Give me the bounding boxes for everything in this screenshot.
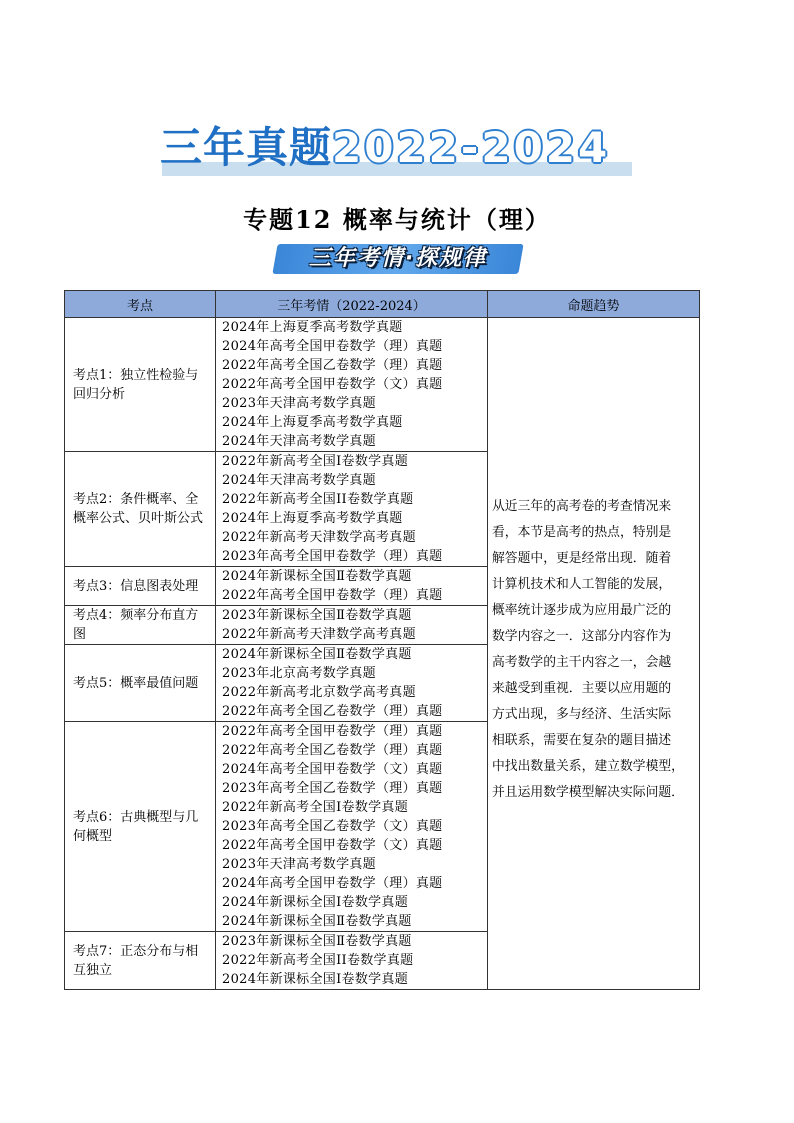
exam-item: 2023年高考全国乙卷数学（理）真题 xyxy=(222,781,443,796)
trend-line: 中找出数量关系，建立数学模型， xyxy=(492,759,684,774)
exam-item: 2024年新课标全国Ⅱ卷数学真题 xyxy=(222,647,412,662)
topic-cell: 考点5：概率最值问题 xyxy=(65,645,216,722)
table-row xyxy=(65,318,700,452)
exam-item: 2023年北京高考数学真题 xyxy=(222,666,376,681)
exam-item: 2022年新高考天津数学高考真题 xyxy=(222,627,416,642)
title-banner xyxy=(160,122,636,176)
exam-item: 2023年新课标全国Ⅱ卷数学真题 xyxy=(222,608,412,623)
topic-title: 专题12 概率与统计（理） xyxy=(243,205,551,234)
trend-line: 看，本节是高考的热点，特别是 xyxy=(492,525,672,540)
header-exams: 三年考情（2022-2024） xyxy=(216,291,488,318)
topic-cell: 考点3：信息图表处理 xyxy=(65,567,216,606)
exam-item: 2024年新课标全国Ⅱ卷数学真题 xyxy=(222,569,412,584)
exam-item: 2024年新课标全国Ⅰ卷数学真题 xyxy=(222,895,409,910)
exam-item: 2022年高考全国乙卷数学（理）真题 xyxy=(222,358,443,373)
banner-title-years: 2022-2024 xyxy=(332,123,611,172)
trend-line: 解答题中，更是经常出现．随着 xyxy=(492,551,672,566)
trend-line: 并且运用数学模型解决实际问题． xyxy=(492,785,684,800)
trend-line: 计算机技术和人工智能的发展， xyxy=(492,577,672,592)
exam-item: 2022年高考全国甲卷数学（理）真题 xyxy=(222,588,443,603)
exam-item: 2023年天津高考数学真题 xyxy=(222,396,376,411)
table-header-row xyxy=(65,291,700,318)
exam-item: 2024年天津高考数学真题 xyxy=(222,434,376,449)
trend-line: 高考数学的主干内容之一，会越 xyxy=(492,655,672,670)
topic-cell: 考点7：正态分布与相互独立 xyxy=(65,932,216,990)
exams-cell xyxy=(216,567,488,606)
exam-item: 2024年高考全国甲卷数学（理）真题 xyxy=(222,339,443,354)
section-badge: 三年考情·探规律 xyxy=(308,246,488,271)
topic-cell: 考点1：独立性检验与回归分析 xyxy=(65,318,216,452)
exam-item: 2024年高考全国甲卷数学（文）真题 xyxy=(222,762,443,777)
exam-item: 2022年新高考全国II卷数学真题 xyxy=(222,953,414,968)
exam-item: 2022年高考全国乙卷数学（理）真题 xyxy=(222,704,443,719)
exams-cell xyxy=(216,722,488,932)
exam-item: 2022年高考全国甲卷数学（理）真题 xyxy=(222,724,443,739)
exam-item: 2022年新高考北京数学高考真题 xyxy=(222,685,416,700)
exam-item: 2022年新高考全国I卷数学真题 xyxy=(222,454,409,469)
exam-item: 2024年天津高考数学真题 xyxy=(222,473,376,488)
exam-item: 2023年高考全国乙卷数学（文）真题 xyxy=(222,819,443,834)
exam-item: 2022年新高考全国II卷数学真题 xyxy=(222,492,414,507)
topic-cell: 考点2：条件概率、全概率公式、贝叶斯公式 xyxy=(65,452,216,567)
exam-item: 2022年新高考全国I卷数学真题 xyxy=(222,800,409,815)
exams-cell xyxy=(216,452,488,567)
exams-cell xyxy=(216,318,488,452)
trend-line: 方式出现，多与经济、生活实际 xyxy=(492,707,672,722)
header-topic: 考点 xyxy=(65,291,216,318)
trend-line: 来越受到重视．主要以应用题的 xyxy=(492,681,672,696)
banner-title xyxy=(160,122,610,174)
exam-item: 2024年新课标全国Ⅱ卷数学真题 xyxy=(222,914,412,929)
exams-cell xyxy=(216,645,488,722)
exam-item: 2024年上海夏季高考数学真题 xyxy=(222,415,403,430)
topic-cell: 考点6：古典概型与几何概型 xyxy=(65,722,216,932)
banner-title-chinese: 三年真题 xyxy=(160,123,333,172)
exam-item: 2024年上海夏季高考数学真题 xyxy=(222,320,403,335)
trend-cell xyxy=(488,318,700,990)
exams-cell xyxy=(216,932,488,990)
exam-item: 2022年新高考天津数学高考真题 xyxy=(222,530,416,545)
exam-item: 2022年高考全国甲卷数学（文）真题 xyxy=(222,377,443,392)
exam-item: 2022年高考全国乙卷数学（理）真题 xyxy=(222,743,443,758)
exam-item: 2022年高考全国甲卷数学（文）真题 xyxy=(222,838,443,853)
topic-cell: 考点4：频率分布直方图 xyxy=(65,606,216,645)
trend-line: 从近三年的高考卷的考查情况来 xyxy=(492,499,672,514)
exam-item: 2023年天津高考数学真题 xyxy=(222,857,376,872)
trend-line: 数学内容之一．这部分内容作为 xyxy=(492,629,672,644)
header-trend: 命题趋势 xyxy=(488,291,700,318)
exam-item: 2023年高考全国甲卷数学（理）真题 xyxy=(222,549,443,564)
exam-item: 2024年高考全国甲卷数学（理）真题 xyxy=(222,876,443,891)
exam-item: 2024年新课标全国Ⅰ卷数学真题 xyxy=(222,972,409,987)
trend-line: 概率统计逐步成为应用最广泛的 xyxy=(492,603,672,618)
exam-item: 2024年上海夏季高考数学真题 xyxy=(222,511,403,526)
exams-cell xyxy=(216,606,488,645)
exam-item: 2023年新课标全国Ⅱ卷数学真题 xyxy=(222,934,412,949)
exam-table xyxy=(64,290,700,990)
trend-line: 相联系，需要在复杂的题目描述 xyxy=(492,733,672,748)
